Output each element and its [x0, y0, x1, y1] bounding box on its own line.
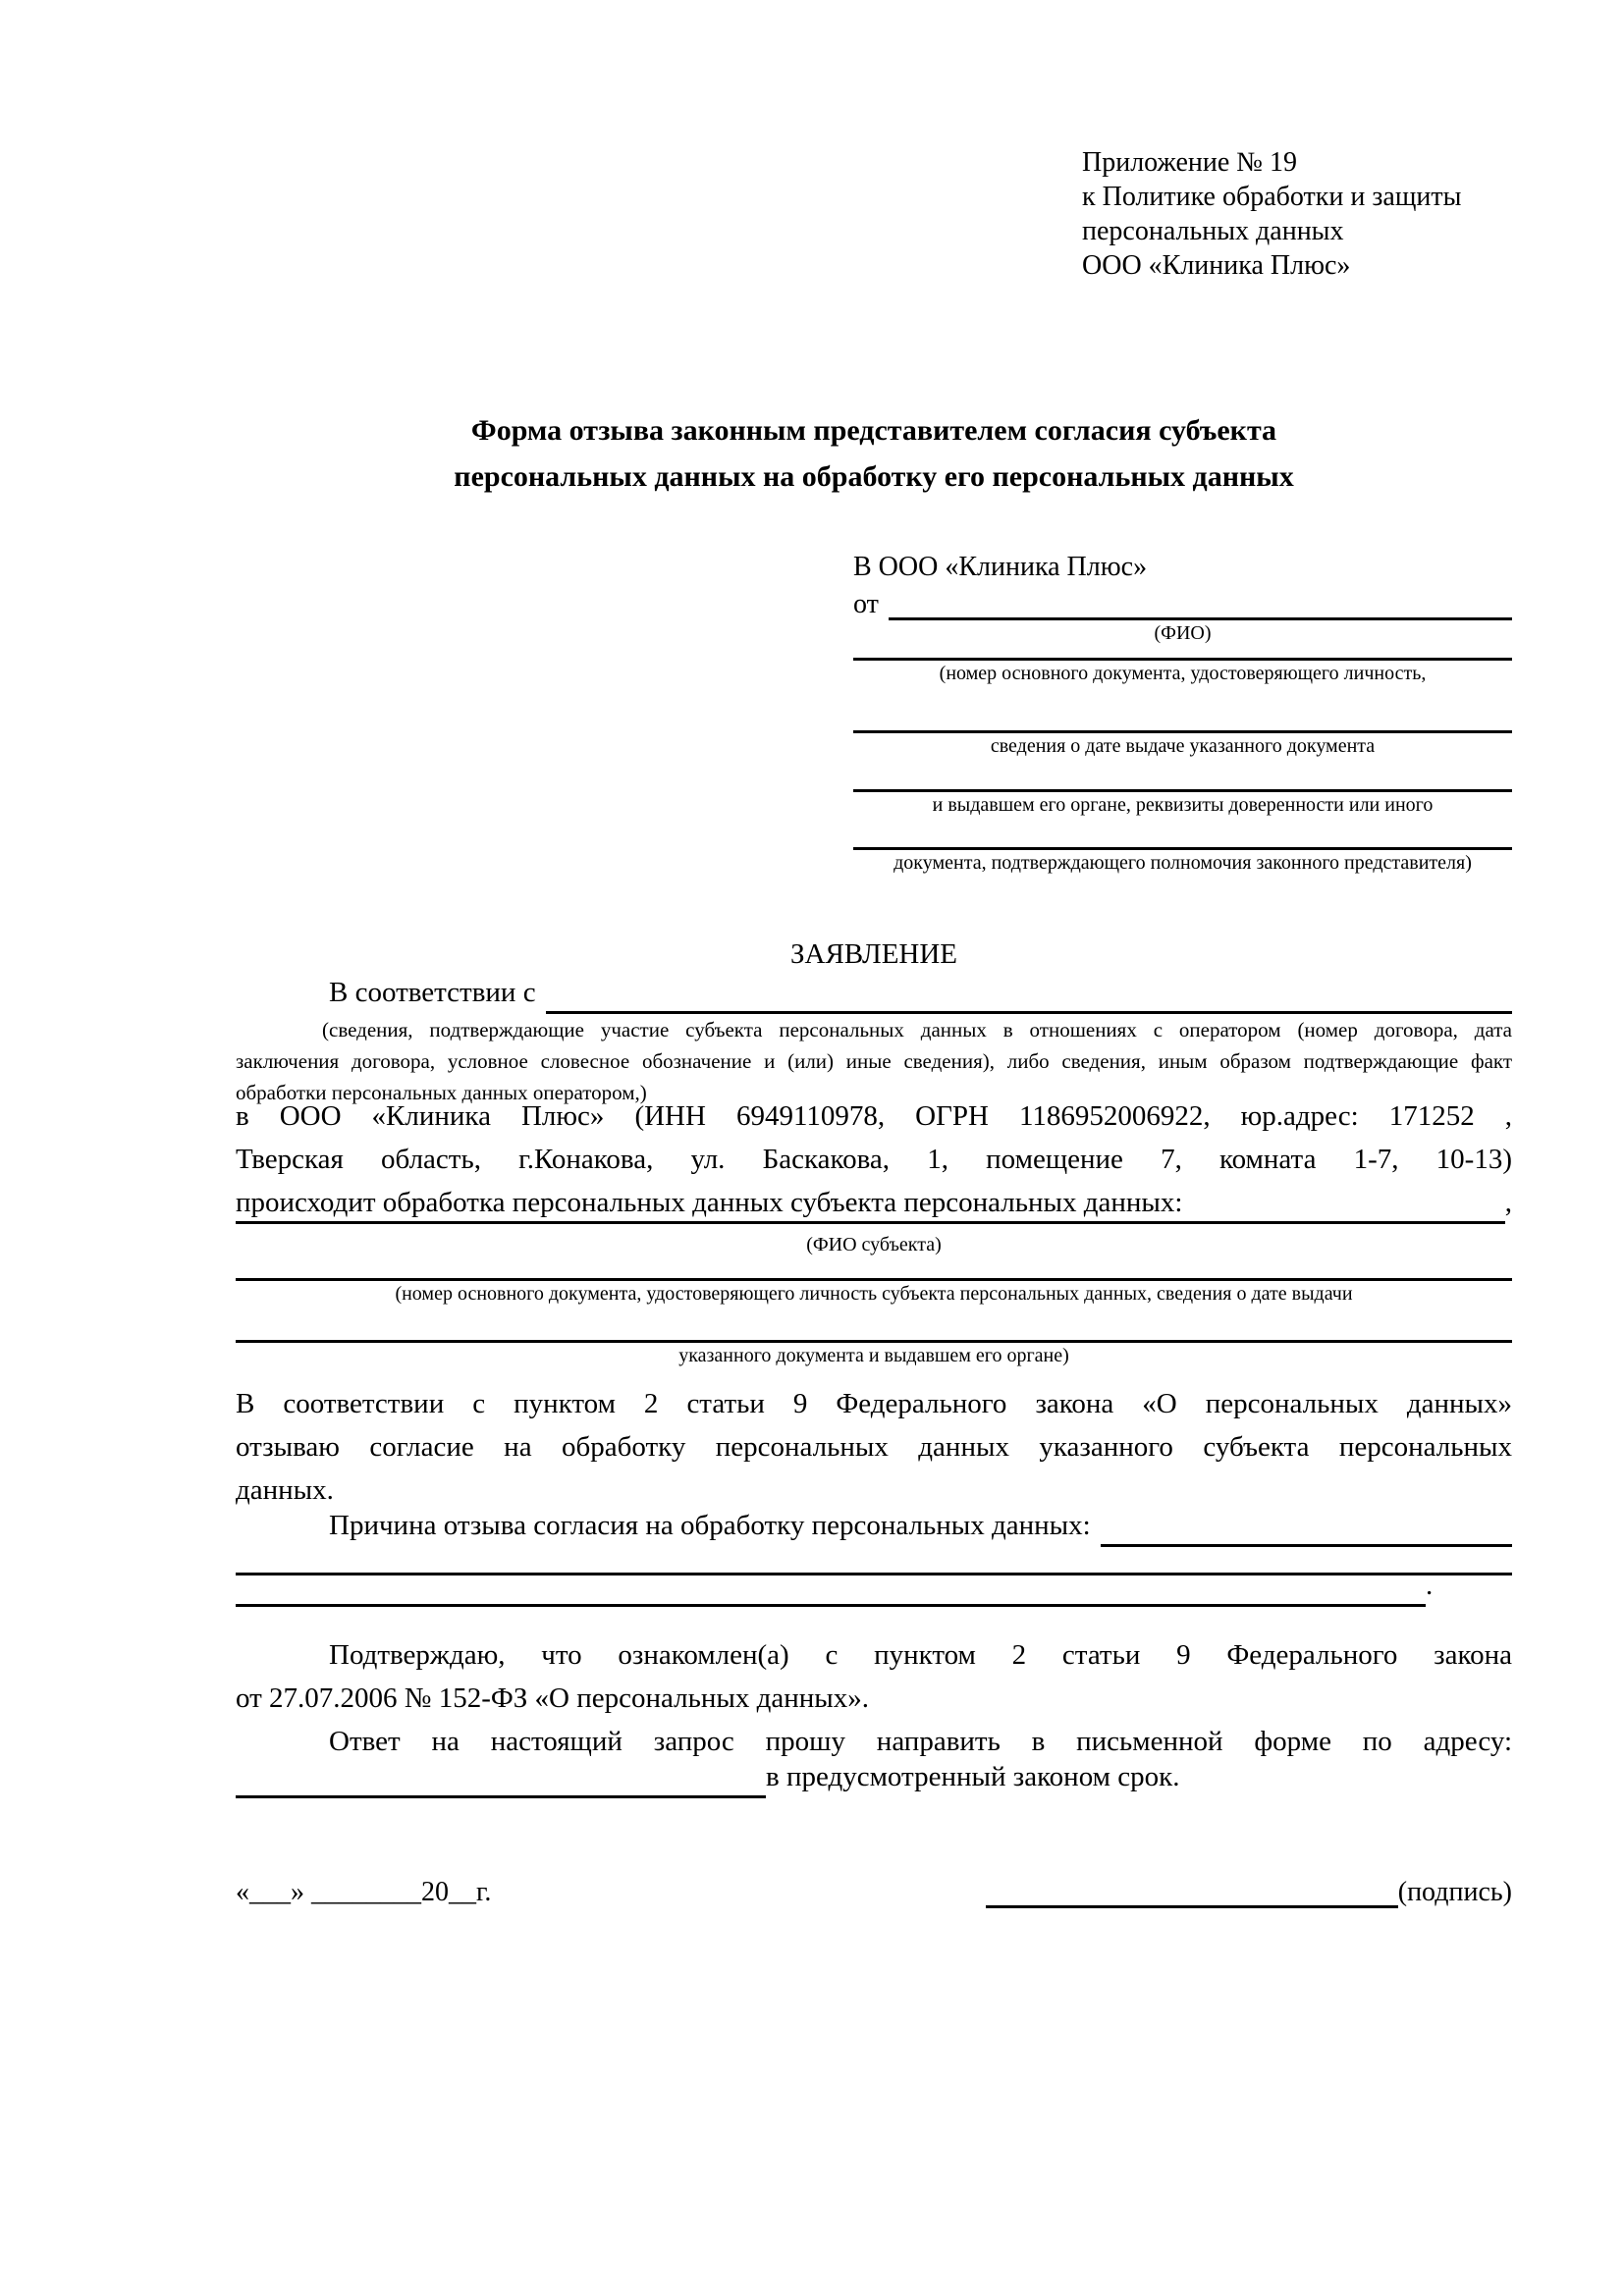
- intro-row: [236, 977, 1512, 1014]
- statement-heading: ЗАЯВЛЕНИЕ: [789, 938, 958, 970]
- operator-paragraph-line: в ООО «Клиника Плюс» (ИНН 6949110978, ОГРН 1186952006922, юр.адрес: 171252 ,: [236, 1100, 1512, 1132]
- appendix-line: к Политике обработки и защиты: [1082, 182, 1462, 212]
- confirmation-paragraph-line: от 27.07.2006 № 152-ФЗ «О персональных данных».: [236, 1682, 870, 1714]
- reason-row: [236, 1512, 1512, 1547]
- blank-line-period: .: [1426, 1570, 1434, 1601]
- reason-extra-field-line-2[interactable]: [236, 1604, 1426, 1607]
- reason-field-line[interactable]: [1101, 1544, 1512, 1547]
- withdrawal-paragraph-line: данных.: [236, 1474, 334, 1506]
- signature-caption: (подпись): [1397, 1877, 1512, 1907]
- intro-note-line: (сведения, подтверждающие участие субъекта персональных данных в отношениях с оператором (номер договора, дата: [322, 1018, 1512, 1041]
- signature-field-line[interactable]: [986, 1905, 1398, 1908]
- date-field[interactable]: «___» ________20__г.: [236, 1877, 492, 1907]
- signature-group: [986, 1877, 1512, 1908]
- document-title-line: Форма отзыва законным представителем согласия субъекта: [470, 414, 1277, 447]
- confirmation-paragraph: [236, 1633, 1512, 1720]
- intro-note-line: заключения договора, условное словесное обозначение и (или) иные сведения), либо сведения, иным образом подтверждающие факт: [236, 1049, 1512, 1073]
- from-row: [853, 587, 1512, 620]
- withdrawal-paragraph-line: В соответствии с пунктом 2 статьи 9 Федерального закона «О персональных данных»: [236, 1388, 1512, 1419]
- doc-field-caption-2: сведения о дате выдаче указанного документа: [990, 735, 1376, 757]
- representative-doc-field: [853, 686, 1512, 759]
- intro-note-line: обработки персональных данных оператором,): [236, 1081, 647, 1104]
- subject-doc-caption-2: указанного документа и выдавшем его органе): [678, 1345, 1069, 1366]
- doc-field-line-3[interactable]: [853, 759, 1512, 792]
- intro-label: В соответствии с: [329, 977, 536, 1008]
- appendix-line: ООО «Клиника Плюс»: [1082, 250, 1351, 281]
- operator-paragraph-line: Тверская область, г.Конакова, ул. Баскакова, 1, помещение 7, комната 1-7, 10-13): [236, 1144, 1512, 1175]
- subject-fio-caption: (ФИО субъекта): [806, 1234, 942, 1255]
- subject-doc-field-line-1[interactable]: [236, 1257, 1512, 1281]
- subject-doc-field-line-2[interactable]: [236, 1307, 1512, 1343]
- reply-suffix: в предусмотренный законом срок.: [766, 1761, 1180, 1792]
- reply-address-field-line[interactable]: [236, 1795, 766, 1798]
- doc-field-caption-4: документа, подтверждающего полномочия законного представителя): [893, 852, 1472, 874]
- doc-field-line-4[interactable]: [853, 818, 1512, 850]
- from-label: от: [853, 589, 879, 619]
- reason-extra-row: [236, 1570, 1512, 1607]
- addressee-organization: В ООО «Клиника Плюс»: [853, 552, 1148, 582]
- subject-line-comma: ,: [1504, 1187, 1512, 1218]
- document-title-line: персональных данных на обработку его персональных данных: [454, 460, 1294, 493]
- appendix-line: Приложение № 19: [1082, 147, 1297, 178]
- operator-paragraph-line: происходит обработка персональных данных субъекта персональных данных:: [236, 1187, 1183, 1218]
- withdrawal-paragraph-line: отзываю согласие на обработку персональных данных указанного субъекта персональных: [236, 1431, 1512, 1463]
- appendix-note: [1082, 145, 1512, 283]
- fio-caption: (ФИО): [1154, 622, 1212, 644]
- subject-fio-field-line[interactable]: [236, 1221, 1505, 1224]
- subject-doc-caption-1: (номер основного документа, удостоверяющего личность субъекта персональных данных, сведения о дате выдачи: [395, 1283, 1353, 1305]
- withdrawal-paragraph: [236, 1382, 1512, 1512]
- document-title: [236, 407, 1512, 500]
- addressee-block: [853, 548, 1512, 876]
- reply-address-row: [236, 1763, 1512, 1798]
- reason-label: Причина отзыва согласия на обработку персональных данных:: [329, 1510, 1091, 1541]
- representative-doc-field: [853, 818, 1512, 876]
- doc-field-line-2[interactable]: [853, 686, 1512, 733]
- subject-doc-field: [236, 1257, 1512, 1307]
- confirmation-paragraph-line: Подтверждаю, что ознакомлен(а) с пунктом 2 статьи 9 Федерального закона: [329, 1639, 1512, 1671]
- doc-field-caption-1: (номер основного документа, удостоверяющего личность,: [939, 663, 1427, 684]
- doc-field-caption-3: и выдавшем его органе, реквизиты доверенности или иного: [932, 794, 1434, 816]
- document-content: [236, 0, 1512, 1908]
- doc-field-line-1[interactable]: [853, 646, 1512, 661]
- reply-request-line: Ответ на настоящий запрос прошу направить в письменной форме по адресу:: [329, 1726, 1512, 1757]
- representative-doc-field: [853, 646, 1512, 686]
- footer-row: [236, 1873, 1512, 1908]
- representative-doc-field: [853, 759, 1512, 818]
- appendix-line: персональных данных: [1082, 216, 1344, 246]
- subject-doc-field: [236, 1307, 1512, 1368]
